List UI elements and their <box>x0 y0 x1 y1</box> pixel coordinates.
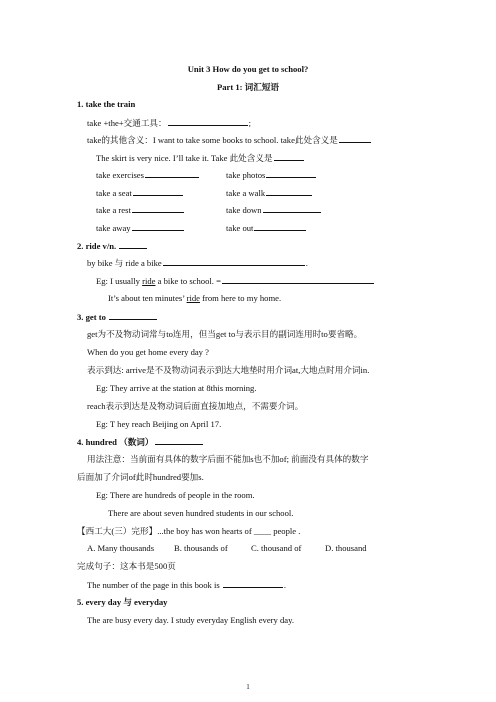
phrase-take-down: take down <box>226 204 322 216</box>
phrase-take-a-rest: take a rest <box>96 204 185 216</box>
page-title: Unit 3 How do you get to school? <box>187 64 309 74</box>
section-3-line-6: Eg: T hey reach Beijing on April 17. <box>96 419 222 429</box>
section-1-heading: 1. take the train <box>77 99 136 109</box>
section-4-line-1: 用法注意：当前面有具体的数字后面不能加s也不加of; 前面没有具体的数字 <box>87 454 369 464</box>
option-d: D. thousand <box>325 543 367 553</box>
option-b: B. thousands of <box>174 543 228 553</box>
phrase-take-a-seat: take a seat <box>96 187 184 199</box>
section-3-line-2: When do you get home every day ? <box>87 347 209 357</box>
section-3-line-4: Eg: They arrive at the station at 8this morning. <box>96 383 257 393</box>
section-3-line-1: get为不及物动词常与to连用，但当get to与表示目的副词连用时to要省略。 <box>87 329 363 339</box>
section-2-line-1: by bike 与 ride a bike . <box>87 258 308 268</box>
option-c: C. thousand of <box>251 543 302 553</box>
section-3-line-5: reach表示到达是及物动词后面直接加地点，不需要介词。 <box>87 401 304 411</box>
section-5-heading: 5. every day 与 everyday <box>77 597 168 607</box>
phrase-take-photos: take photos <box>226 169 317 181</box>
section-4-question: 【西工大(三）完形】...the boy has won hearts of ____ people . <box>77 526 301 536</box>
section-2-heading: 2. ride v/n. <box>77 240 148 252</box>
section-4-line-4: There are about seven hundred students in our school. <box>108 508 294 518</box>
section-2-line-3: It’s about ten minutes’ ride from here to my home. <box>108 293 282 303</box>
section-3-heading: 3. get to <box>77 311 158 323</box>
section-4-line-7: The number of the page in this book is . <box>87 580 287 590</box>
page-number: 1 <box>246 683 250 691</box>
section-5-line-1: The are busy every day. I study everyday English every day. <box>87 615 294 625</box>
section-1-line-3: The skirt is very nice. I’ll take it. Take 此处含义是 <box>96 152 305 164</box>
section-4-line-2: 后面加了介词of此时hundred要加s. <box>77 472 204 482</box>
phrase-take-exercises: take exercises <box>96 169 200 181</box>
section-4-heading: 4. hundred （数词） <box>77 436 204 448</box>
section-1-line-1: take +the+交通工具： ; <box>87 118 252 128</box>
option-a: A. Many thousands <box>87 543 155 553</box>
phrase-take-out: take out <box>226 222 307 234</box>
section-3-line-3: 表示到达: arrive是不及物动词表示到达大地垫时用介词at,大地点时用介词in. <box>87 365 370 375</box>
section-1-line-2: take的其他含义：I want to take some books to school. take此处含义是 <box>87 134 372 146</box>
section-2-example: Eg: I usually ride a bike to school. = <box>96 275 375 287</box>
section-4-line-6: 完成句子：这本书是500页 <box>77 561 176 571</box>
section-4-options <box>87 543 367 554</box>
phrase-take-a-walk: take a walk <box>226 187 313 199</box>
section-4-line-3: Eg: There are hundreds of people in the room. <box>96 490 255 500</box>
phrase-take-away: take away <box>96 222 185 234</box>
part-heading: Part 1: 词汇短语 <box>216 82 280 92</box>
